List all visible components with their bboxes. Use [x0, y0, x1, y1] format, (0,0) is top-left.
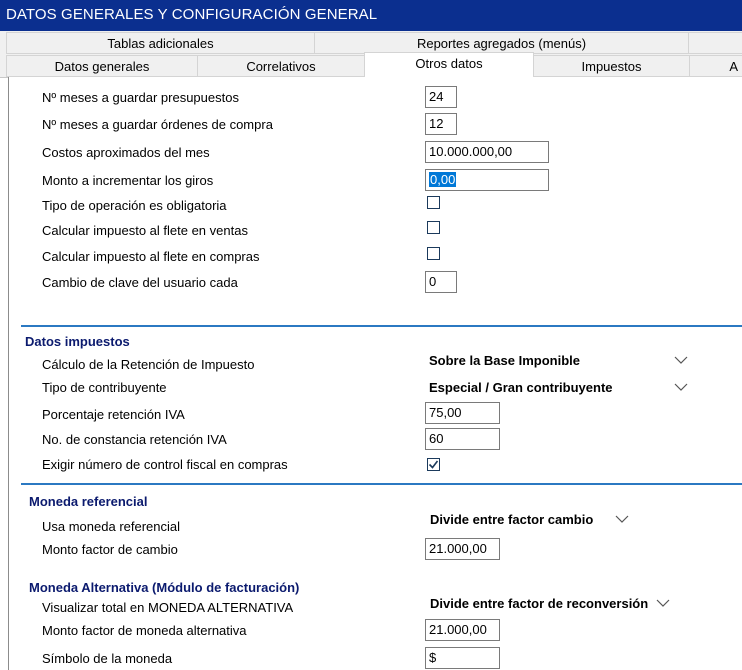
flete-ventas-checkbox[interactable] — [427, 221, 440, 234]
giros-input[interactable] — [425, 169, 549, 191]
label-contribuyente: Tipo de contribuyente — [42, 380, 167, 395]
tab-datos-generales[interactable]: Datos generales — [6, 55, 198, 77]
tab-impuestos[interactable]: Impuestos — [533, 55, 690, 77]
label-costos: Costos aproximados del mes — [42, 145, 210, 160]
tab-otros-datos[interactable]: Otros datos — [364, 52, 534, 77]
meses-ordenes-input[interactable]: 12 — [425, 113, 457, 135]
porcentaje-input[interactable]: 75,00 — [425, 402, 500, 424]
section-title-moneda-referencial: Moneda referencial — [29, 494, 148, 509]
section-divider — [21, 325, 742, 327]
label-constancia: No. de constancia retención IVA — [42, 432, 227, 447]
chevron-down-icon[interactable] — [615, 514, 629, 524]
label-retencion: Cálculo de la Retención de Impuesto — [42, 357, 255, 372]
meses-presupuestos-input[interactable]: 24 — [425, 86, 457, 108]
label-flete-ventas: Calcular impuesto al flete en ventas — [42, 223, 248, 238]
tab-reportes-agregados[interactable]: Reportes agregados (menús) — [314, 32, 689, 54]
simbolo-moneda-input[interactable]: $ — [425, 647, 500, 669]
cambio-clave-input[interactable]: 0 — [425, 271, 457, 293]
section-title-moneda-alternativa: Moneda Alternativa (Módulo de facturación) — [29, 580, 300, 595]
visualizar-total-combo[interactable]: Divide entre factor de reconversión — [430, 596, 649, 611]
factor-cambio-input[interactable]: 21.000,00 — [425, 538, 500, 560]
label-visualizar-total: Visualizar total en MONEDA ALTERNATIVA — [42, 600, 294, 615]
chevron-down-icon[interactable] — [674, 382, 688, 392]
costos-input[interactable]: 10.000.000,00 — [425, 141, 549, 163]
tab-tablas-adicionales[interactable]: Tablas adicionales — [6, 32, 315, 54]
constancia-input[interactable]: 60 — [425, 428, 500, 450]
tipo-operacion-checkbox[interactable] — [427, 196, 440, 209]
label-cambio-clave: Cambio de clave del usuario cada — [42, 275, 238, 290]
label-tipo-operacion: Tipo de operación es obligatoria — [42, 198, 227, 213]
tab-content-otros-datos — [8, 77, 742, 670]
label-giros: Monto a incrementar los giros — [42, 173, 214, 188]
label-meses-presupuestos: Nº meses a guardar presupuestos — [42, 90, 239, 105]
label-control-fiscal: Exigir número de control fiscal en compras — [42, 457, 288, 472]
flete-compras-checkbox[interactable] — [427, 247, 440, 260]
chevron-down-icon[interactable] — [674, 355, 688, 365]
retencion-combo[interactable]: Sobre la Base Imponible — [429, 353, 580, 368]
tab-row1-extra[interactable] — [688, 32, 742, 54]
control-fiscal-checkbox[interactable] — [427, 458, 440, 471]
label-factor-alternativa: Monto factor de moneda alternativa — [42, 623, 247, 638]
giros-value-selected: 0,00 — [430, 172, 456, 187]
chevron-down-icon[interactable] — [656, 598, 670, 608]
section-title-impuestos: Datos impuestos — [25, 334, 130, 349]
label-factor-cambio: Monto factor de cambio — [42, 542, 178, 557]
checkmark-icon — [428, 459, 439, 470]
tab-correlativos[interactable]: Correlativos — [197, 55, 365, 77]
tab-a[interactable]: A — [689, 55, 742, 77]
section-divider — [21, 483, 742, 485]
label-simbolo-moneda: Símbolo de la moneda — [42, 651, 173, 666]
label-flete-compras: Calcular impuesto al flete en compras — [42, 249, 260, 264]
label-porcentaje: Porcentaje retención IVA — [42, 407, 185, 422]
contribuyente-combo[interactable]: Especial / Gran contribuyente — [429, 380, 613, 395]
label-usa-moneda: Usa moneda referencial — [42, 519, 181, 534]
label-meses-ordenes: Nº meses a guardar órdenes de compra — [42, 117, 273, 132]
factor-alternativa-input[interactable]: 21.000,00 — [425, 619, 500, 641]
usa-moneda-combo[interactable]: Divide entre factor cambio — [430, 512, 594, 527]
window-title: DATOS GENERALES Y CONFIGURACIÓN GENERAL — [0, 0, 742, 31]
